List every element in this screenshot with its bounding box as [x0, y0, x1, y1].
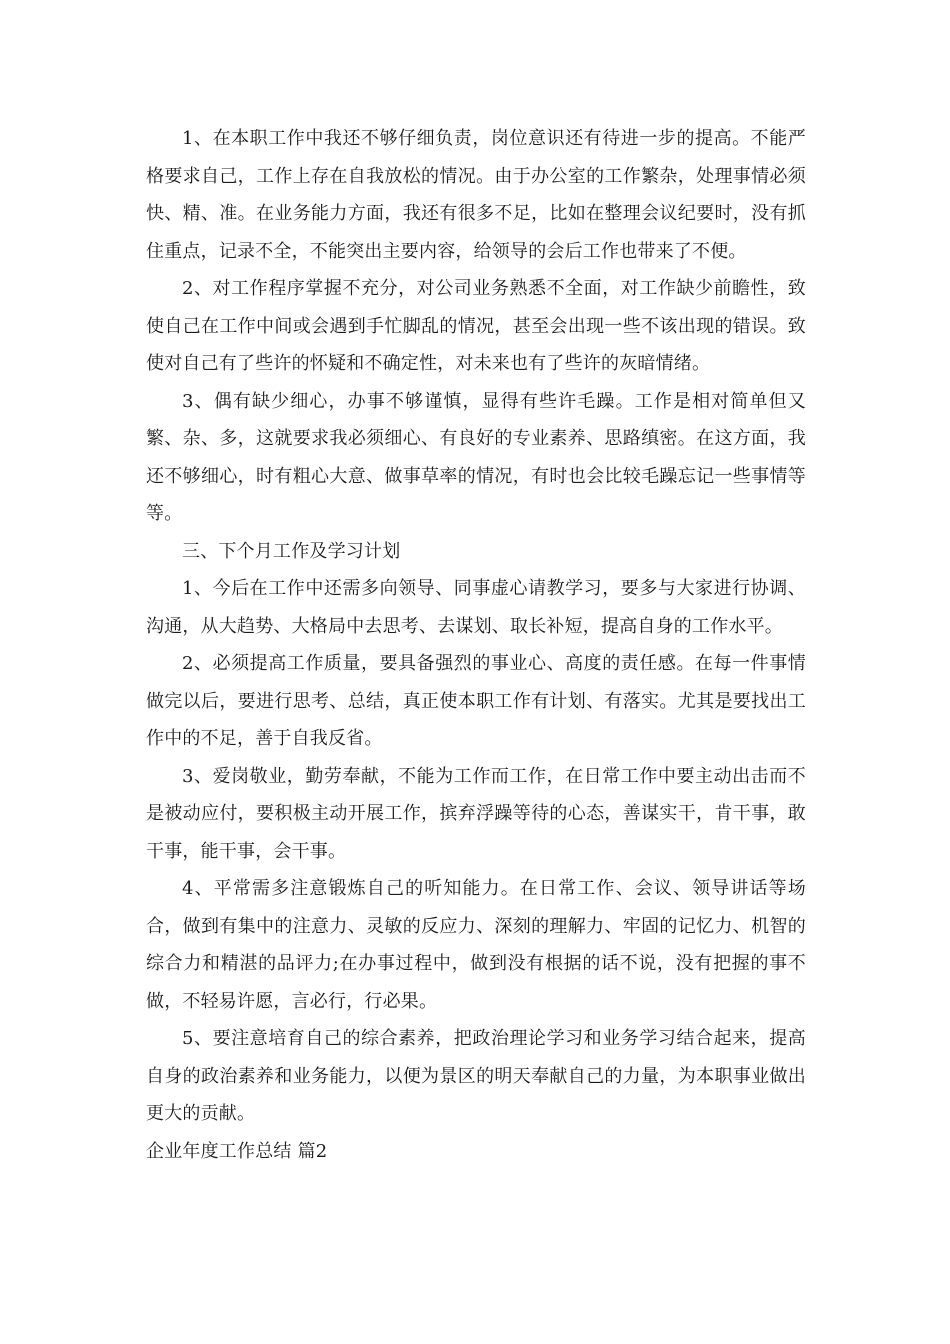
plan-item-5: 5、要注意培育自己的综合素养，把政治理论学习和业务学习结合起来，提高自身的政治素养和业务能力，以便为景区的明天奉献自己的力量，为本职事业做出更大的贡献。: [146, 1028, 806, 1124]
plan-item-2: 2、必须提高工作质量，要具备强烈的事业心、高度的责任感。在每一件事情做完以后，要进行思考、总结，真正使本职工作有计划、有落实。尤其是要找出工作中的不足，善于自我反省。: [146, 653, 806, 749]
next-section-title: 企业年度工作总结 篇2: [146, 1140, 328, 1162]
paragraph-3: 3、偶有缺少细心，办事不够谨慎，显得有些许毛躁。工作是相对简单但又繁、杂、多，这就要求我必须细心、有良好的专业素养、思路缜密。在这方面，我还不够细心，时有粗心大意、做事草率的情况，有时也会比较毛躁忘记一些事情等等。: [146, 390, 806, 524]
plan-item-3: 3、爱岗敬业，勤劳奉献，不能为工作而工作，在日常工作中要主动出击而不是被动应付，要积极主动开展工作，摈弃浮躁等待的心态，善谋实干，肯干事，敢干事，能干事，会干事。: [146, 765, 806, 862]
section-heading: 三、下个月工作及学习计划: [182, 540, 401, 562]
plan-item-4: 4、平常需多注意锻炼自己的听知能力。在日常工作、会议、领导讲话等场合，做到有集中的注意力、灵敏的反应力、深刻的理解力、牢固的记忆力、机智的综合力和精湛的品评力;在办事过程中，做到没有根据的话不说，没有把握的事不做，不轻易许愿，言必行，行必果。: [146, 878, 806, 1012]
plan-item-1: 1、今后在工作中还需多向领导、同事虚心请教学习，要多与大家进行协调、沟通，从大趋势、大格局中去思考、去谋划、取长补短，提高自身的工作水平。: [146, 578, 806, 637]
document-body: [146, 120, 806, 1170]
paragraph-2: 2、对工作程序掌握不充分，对公司业务熟悉不全面，对工作缺少前瞻性，致使自己在工作中间或会遇到手忙脚乱的情况，甚至会出现一些不该出现的错误。致使对自己有了些许的怀疑和不确定性，对未来也有了些许的灰暗情绪。: [146, 278, 806, 374]
paragraph-1: 1、在本职工作中我还不够仔细负责，岗位意识还有待进一步的提高。不能严格要求自己，工作上存在自我放松的情况。由于办公室的工作繁杂，处理事情必须快、精、准。在业务能力方面，我还有很多不足，比如在整理会议纪要时，没有抓住重点，记录不全，不能突出主要内容，给领导的会后工作也带来了不便。: [146, 128, 806, 262]
